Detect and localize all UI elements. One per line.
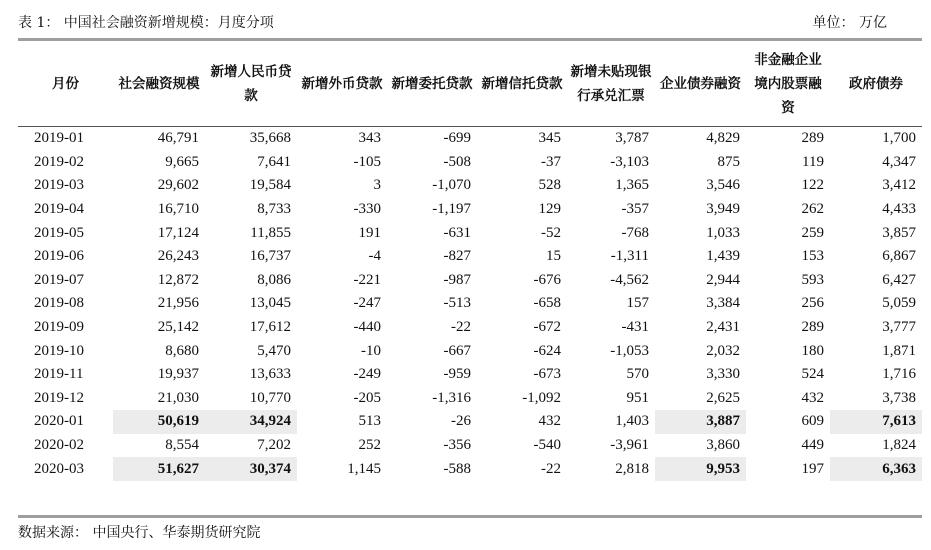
row-value-cell: 9,665 <box>165 153 199 170</box>
row-value-cell: 1,824 <box>882 437 916 454</box>
row-value-cell: 157 <box>626 295 649 312</box>
row-value-cell: -987 <box>443 271 471 288</box>
row-value-cell: 119 <box>802 153 824 170</box>
row-value-cell: 2,032 <box>706 342 740 359</box>
row-value-cell: -1,197 <box>432 201 471 218</box>
row-value-cell: -10 <box>361 342 381 359</box>
row-value-cell: 21,030 <box>157 389 199 406</box>
row-value-cell: 2,944 <box>706 271 740 288</box>
row-value-cell: -440 <box>353 319 381 336</box>
row-value-cell: -330 <box>353 201 381 218</box>
row-value-cell: -588 <box>443 460 471 477</box>
row-value-cell: -667 <box>443 342 471 359</box>
row-value-cell: 1,365 <box>615 177 649 194</box>
row-value-cell: -699 <box>443 130 471 147</box>
row-value-cell: 16,737 <box>249 248 291 265</box>
header-trust-loans: 新增信托贷款 <box>477 42 567 127</box>
row-value-cell: 129 <box>538 201 561 218</box>
table-row <box>18 363 922 387</box>
row-value-cell: -3,103 <box>610 153 649 170</box>
row-value-cell: -1,070 <box>432 177 471 194</box>
row-value-cell: 16,710 <box>157 201 199 218</box>
row-value-cell: -624 <box>533 342 561 359</box>
row-value-cell: 3,384 <box>706 295 740 312</box>
table-row <box>18 198 922 222</box>
row-month-cell: 2019-08 <box>34 295 84 312</box>
row-value-cell: 13,045 <box>249 295 291 312</box>
row-value-cell: 3,330 <box>706 366 740 383</box>
row-value-cell: 30,374 <box>205 457 297 481</box>
row-value-cell: 7,202 <box>257 437 291 454</box>
table-row <box>18 127 922 151</box>
row-month-cell: 2019-06 <box>34 248 84 265</box>
row-value-cell: -247 <box>353 295 381 312</box>
row-value-cell: -631 <box>443 224 471 241</box>
table-row <box>18 269 922 293</box>
table-row <box>18 410 922 434</box>
row-value-cell: -508 <box>443 153 471 170</box>
table-row <box>18 151 922 175</box>
row-month-cell: 2020-01 <box>34 413 84 430</box>
row-value-cell: 3,738 <box>882 389 916 406</box>
header-month: 月份 <box>18 42 113 127</box>
row-value-cell: 34,924 <box>205 410 297 434</box>
row-value-cell: 13,633 <box>249 366 291 383</box>
row-value-cell: 46,791 <box>157 130 199 147</box>
row-value-cell: 6,363 <box>830 457 922 481</box>
row-value-cell: -205 <box>353 389 381 406</box>
table-body <box>18 127 922 481</box>
row-value-cell: 1,403 <box>615 413 649 430</box>
row-value-cell: 197 <box>801 460 824 477</box>
row-value-cell: 15 <box>546 248 561 265</box>
row-month-cell: 2019-10 <box>34 342 84 359</box>
row-value-cell: 9,953 <box>655 457 746 481</box>
row-value-cell: -249 <box>353 366 381 383</box>
row-value-cell: 875 <box>717 153 740 170</box>
row-value-cell: 8,733 <box>257 201 291 218</box>
row-value-cell: 528 <box>538 177 561 194</box>
row-value-cell: 26,243 <box>157 248 199 265</box>
header-row <box>18 42 922 127</box>
row-value-cell: -827 <box>443 248 471 265</box>
row-value-cell: 35,668 <box>249 130 291 147</box>
row-value-cell: 7,613 <box>830 410 922 434</box>
row-value-cell: 3,777 <box>882 319 916 336</box>
table-row <box>18 221 922 245</box>
row-value-cell: 289 <box>801 319 824 336</box>
row-value-cell: -356 <box>443 437 471 454</box>
row-value-cell: 2,818 <box>615 460 649 477</box>
row-value-cell: 8,554 <box>165 437 199 454</box>
table-row <box>18 292 922 316</box>
row-value-cell: 50,619 <box>113 410 205 434</box>
row-value-cell: -676 <box>533 271 561 288</box>
row-value-cell: 3,857 <box>882 224 916 241</box>
row-value-cell: 432 <box>538 413 561 430</box>
row-value-cell: 951 <box>626 389 649 406</box>
row-value-cell: 3,546 <box>706 177 740 194</box>
row-value-cell: 256 <box>801 295 824 312</box>
row-value-cell: -22 <box>541 460 561 477</box>
row-value-cell: 1,716 <box>882 366 916 383</box>
row-value-cell: 21,956 <box>157 295 199 312</box>
row-value-cell: -768 <box>621 224 649 241</box>
row-value-cell: 7,641 <box>257 153 291 170</box>
header-equity-financing: 非金融企业境内股票融资 <box>746 42 830 127</box>
financing-table <box>18 42 922 481</box>
row-value-cell: -357 <box>621 201 649 218</box>
row-value-cell: -52 <box>541 224 561 241</box>
header-total-financing: 社会融资规模 <box>113 42 205 127</box>
row-value-cell: 3,949 <box>706 201 740 218</box>
unit-label: 单位： 万亿 <box>812 15 887 31</box>
row-value-cell: -26 <box>451 413 471 430</box>
row-value-cell: 25,142 <box>157 319 199 336</box>
row-value-cell: 2,431 <box>706 319 740 336</box>
row-value-cell: 343 <box>358 130 381 147</box>
row-value-cell: -221 <box>353 271 381 288</box>
source-note: 数据来源： 中国央行、华泰期货研究院 <box>18 525 261 541</box>
row-value-cell: 6,427 <box>882 271 916 288</box>
row-value-cell: 449 <box>801 437 824 454</box>
row-value-cell: 19,584 <box>249 177 291 194</box>
row-value-cell: 1,145 <box>347 460 381 477</box>
row-value-cell: 180 <box>801 342 824 359</box>
row-value-cell: -37 <box>541 153 561 170</box>
row-value-cell: -22 <box>451 319 471 336</box>
row-value-cell: 524 <box>801 366 824 383</box>
row-value-cell: -1,053 <box>610 342 649 359</box>
row-value-cell: -4,562 <box>610 271 649 288</box>
row-value-cell: -431 <box>621 319 649 336</box>
row-value-cell: 345 <box>538 130 561 147</box>
row-value-cell: -513 <box>443 295 471 312</box>
top-rule <box>18 38 922 41</box>
table-row <box>18 245 922 269</box>
bottom-rule <box>18 515 922 518</box>
row-value-cell: 4,433 <box>882 201 916 218</box>
row-value-cell: 259 <box>801 224 824 241</box>
header-rmb-loans: 新增人民币贷款 <box>205 42 297 127</box>
row-value-cell: 432 <box>801 389 824 406</box>
row-value-cell: 4,829 <box>706 130 740 147</box>
table-caption: 表 1： 中国社会融资新增规模：月度分项 <box>18 15 274 31</box>
row-value-cell: 29,602 <box>157 177 199 194</box>
row-value-cell: -672 <box>533 319 561 336</box>
row-value-cell: 609 <box>801 413 824 430</box>
table-row <box>18 457 922 481</box>
row-value-cell: -540 <box>533 437 561 454</box>
row-value-cell: 4,347 <box>882 153 916 170</box>
row-month-cell: 2019-02 <box>34 153 84 170</box>
row-value-cell: -1,316 <box>432 389 471 406</box>
row-value-cell: 1,871 <box>882 342 916 359</box>
table-row <box>18 387 922 411</box>
row-month-cell: 2020-02 <box>34 437 84 454</box>
row-value-cell: 12,872 <box>157 271 199 288</box>
row-value-cell: -4 <box>368 248 381 265</box>
row-month-cell: 2019-07 <box>34 271 84 288</box>
table-row <box>18 174 922 198</box>
row-value-cell: 153 <box>801 248 824 265</box>
row-value-cell: -3,961 <box>610 437 649 454</box>
row-value-cell: -673 <box>533 366 561 383</box>
row-value-cell: -1,311 <box>610 248 649 265</box>
row-value-cell: 513 <box>358 413 381 430</box>
table-row <box>18 434 922 458</box>
row-month-cell: 2019-05 <box>34 224 84 241</box>
row-value-cell: 593 <box>801 271 824 288</box>
row-value-cell: 6,867 <box>882 248 916 265</box>
row-value-cell: 3 <box>373 177 381 194</box>
row-value-cell: 5,059 <box>882 295 916 312</box>
row-month-cell: 2020-03 <box>34 460 84 477</box>
header-bankers-acceptance: 新增未贴现银行承兑汇票 <box>567 42 655 127</box>
row-value-cell: 289 <box>801 130 824 147</box>
row-value-cell: 19,937 <box>157 366 199 383</box>
row-value-cell: -959 <box>443 366 471 383</box>
header-government-bonds: 政府债券 <box>830 42 922 127</box>
row-value-cell: 11,855 <box>250 224 291 241</box>
row-month-cell: 2019-03 <box>34 177 84 194</box>
row-value-cell: 3,887 <box>655 410 746 434</box>
table-row <box>18 339 922 363</box>
row-value-cell: 191 <box>358 224 381 241</box>
row-value-cell: 1,439 <box>706 248 740 265</box>
row-month-cell: 2019-11 <box>34 366 84 383</box>
row-value-cell: -1,092 <box>522 389 561 406</box>
row-value-cell: 17,124 <box>157 224 199 241</box>
row-value-cell: 570 <box>626 366 649 383</box>
row-value-cell: 8,680 <box>165 342 199 359</box>
row-value-cell: 3,860 <box>706 437 740 454</box>
row-value-cell: 5,470 <box>257 342 291 359</box>
row-value-cell: 51,627 <box>113 457 205 481</box>
row-value-cell: 1,033 <box>706 224 740 241</box>
row-month-cell: 2019-04 <box>34 201 84 218</box>
row-month-cell: 2019-01 <box>34 130 84 147</box>
row-value-cell: 3,787 <box>615 130 649 147</box>
row-value-cell: -658 <box>533 295 561 312</box>
row-value-cell: 252 <box>358 437 381 454</box>
header-foreign-loans: 新增外币贷款 <box>297 42 387 127</box>
header-corporate-bonds: 企业债券融资 <box>655 42 746 127</box>
header-entrusted-loans: 新增委托贷款 <box>387 42 477 127</box>
row-month-cell: 2019-09 <box>34 319 84 336</box>
row-value-cell: 122 <box>801 177 824 194</box>
row-month-cell: 2019-12 <box>34 389 84 406</box>
row-value-cell: 2,625 <box>706 389 740 406</box>
table-row <box>18 316 922 340</box>
row-value-cell: 10,770 <box>249 389 291 406</box>
row-value-cell: 3,412 <box>882 177 916 194</box>
row-value-cell: -105 <box>353 153 381 170</box>
row-value-cell: 8,086 <box>257 271 291 288</box>
row-value-cell: 17,612 <box>249 319 291 336</box>
row-value-cell: 262 <box>801 201 824 218</box>
row-value-cell: 1,700 <box>882 130 916 147</box>
